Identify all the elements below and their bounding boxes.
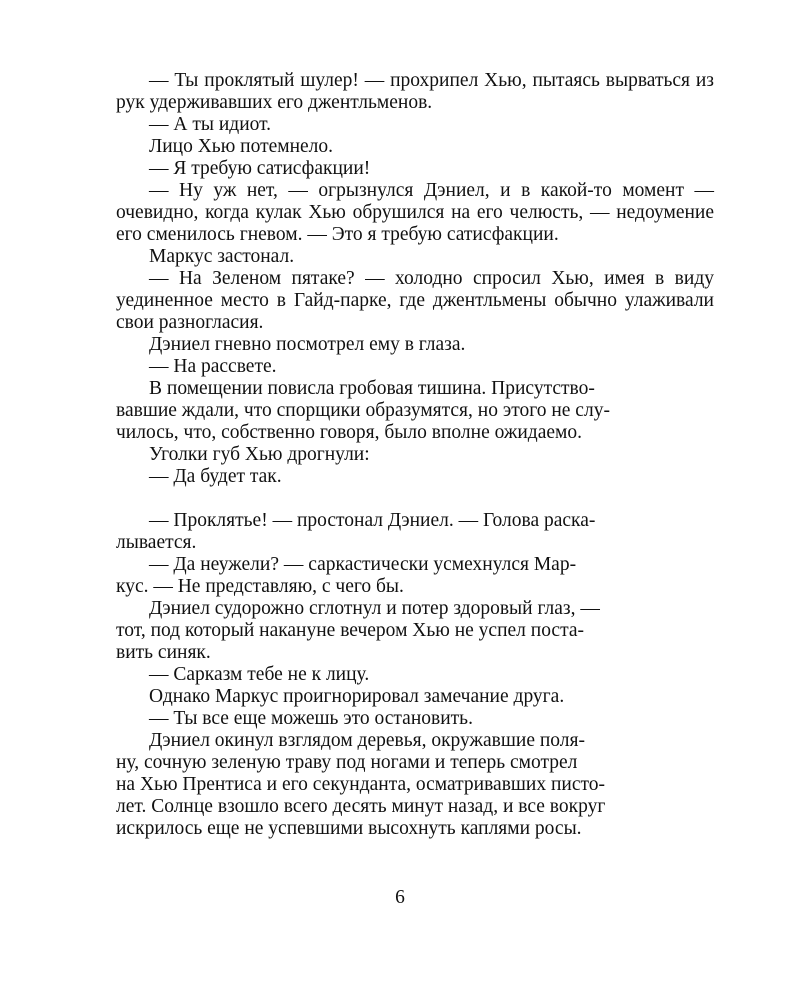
section-break: [116, 488, 714, 510]
paragraph: — На Зеленом пятаке? — холодно спросил Хью, имея в виду уединенное место в Гайд-парке, где джентльмены обычно улаживали свои разногласия.: [116, 268, 714, 333]
paragraph: Дэниел окинул взглядом деревья, окружавшие поля- ну, сочную зеленую траву под ногами и теперь смотрел на Хью Прентиса и его секунданта, осматривавших писто- лет. Солнце взошло всего десять минут назад, и все вокруг искрилось еще не успевшими высохнуть каплями росы.: [116, 730, 606, 839]
paragraph: Лицо Хью потемнело.: [149, 136, 334, 157]
page-number: 6: [395, 887, 405, 908]
paragraph: — Ты все еще можешь это остановить.: [149, 708, 473, 729]
paragraph: — Сарказм тебе не к лицу.: [149, 664, 370, 685]
paragraph: Уголки губ Хью дрогнули:: [149, 444, 370, 465]
paragraph: В помещении повисла гробовая тишина. Присутство- вавшие ждали, что спорщики образумятся, но этого не слу- чилось, что, собственно говоря, было вполне ожидаемо.: [116, 378, 610, 443]
paragraph: — Да будет так.: [149, 466, 282, 487]
paragraph: — Ты проклятый шулер! — прохрипел Хью, пытаясь вырваться из рук удерживавших его джентльменов.: [116, 70, 714, 113]
paragraph: Однако Маркус проигнорировал замечание друга.: [149, 686, 565, 707]
paragraph: — А ты идиот.: [149, 114, 272, 135]
paragraph: — Да неужели? — саркастически усмехнулся Мар- кус. — Не представляю, с чего бы.: [116, 554, 577, 597]
paragraph: — Я требую сатисфакции!: [149, 158, 371, 179]
paragraph: Дэниел судорожно сглотнул и потер здоровый глаз, — тот, под который накануне вечером Хью не успел поста- вить синяк.: [116, 598, 600, 663]
paragraph: Маркус застонал.: [149, 246, 295, 267]
paragraph: — Ну уж нет, — огрызнулся Дэниел, и в какой-то момент — очевидно, когда кулак Хью обрушился на его челюсть, — недоумение его сменилось гневом. — Это я требую сатисфакции.: [116, 180, 714, 245]
paragraph: — Проклятье! — простонал Дэниел. — Голова раска- лывается.: [116, 510, 596, 553]
paragraph: — На рассвете.: [149, 356, 277, 377]
paragraph: Дэниел гневно посмотрел ему в глаза.: [149, 334, 466, 355]
page-body: [116, 70, 714, 840]
